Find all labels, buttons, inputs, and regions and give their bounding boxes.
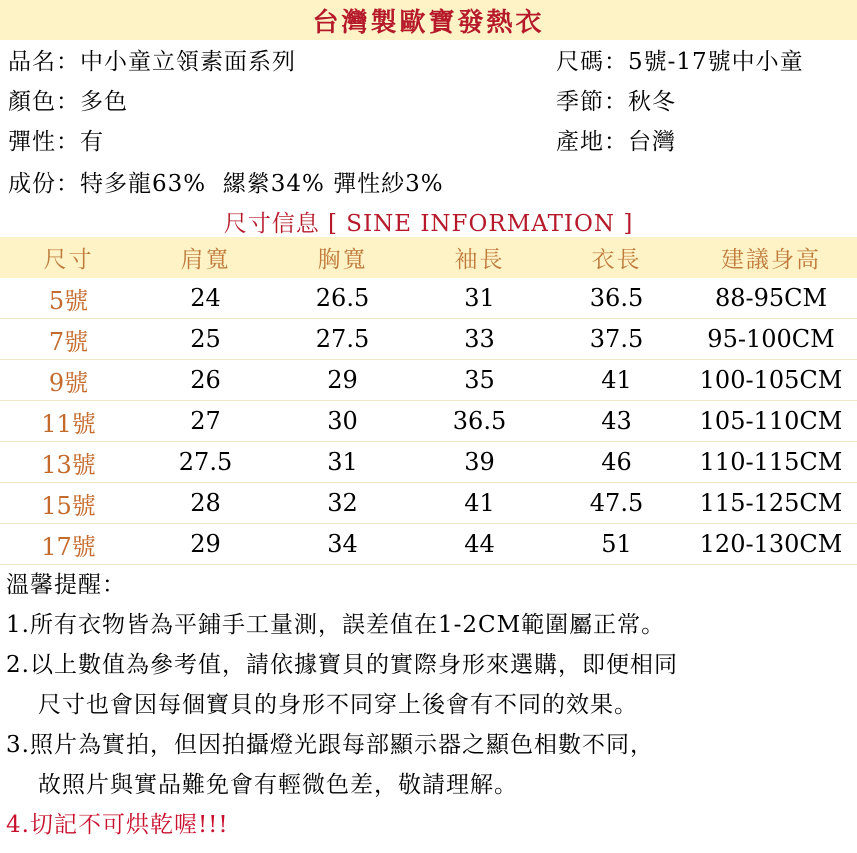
note-2-cont: 尺寸也會因每個寶貝的身形不同穿上後會有不同的效果。 xyxy=(38,692,638,718)
note-4-warning: 4.切記不可烘乾喔!!! xyxy=(6,812,229,838)
cell-size: 5號 xyxy=(48,286,89,315)
header-height: 建議身高 xyxy=(721,247,821,273)
notes-section xyxy=(0,565,857,845)
cell-chest: 27.5 xyxy=(315,325,370,353)
cell-length: 36.5 xyxy=(589,284,644,312)
table-row xyxy=(0,401,857,442)
cell-size: 9號 xyxy=(48,368,89,397)
product-composition: 成份：特多龍63% 縲縈34% 彈性紗3% xyxy=(8,171,444,197)
cell-shoulder: 26 xyxy=(190,366,221,394)
header-size: 尺寸 xyxy=(43,247,94,273)
cell-length: 51 xyxy=(601,530,632,558)
product-elastic: 彈性：有 xyxy=(8,129,104,155)
note-3-cont: 故照片與實品難免會有輕微色差，敬請理解。 xyxy=(38,772,518,798)
product-size-range: 尺碼：5號-17號中小童 xyxy=(556,49,804,75)
cell-chest: 30 xyxy=(327,407,358,435)
table-header xyxy=(0,237,857,278)
cell-shoulder: 25 xyxy=(190,325,221,353)
size-info-heading xyxy=(0,205,857,237)
cell-height: 110-115CM xyxy=(699,448,843,476)
cell-length: 37.5 xyxy=(589,325,644,353)
cell-height: 88-95CM xyxy=(714,284,828,312)
note-3: 3.照片為實拍，但因拍攝燈光跟每部顯示器之顯色相數不同， xyxy=(6,732,654,758)
table-row xyxy=(0,483,857,524)
cell-sleeve: 41 xyxy=(464,489,495,517)
notes-heading: 溫馨提醒： xyxy=(6,572,126,598)
page-title: 台灣製歐寶發熱衣 xyxy=(312,7,545,38)
table-row xyxy=(0,319,857,360)
table-row xyxy=(0,360,857,401)
product-origin: 產地：台灣 xyxy=(556,129,676,155)
header-length: 衣長 xyxy=(591,247,642,273)
product-color: 顏色：多色 xyxy=(8,89,128,115)
size-info-title: 尺寸信息 [ SINE INFORMATION ] xyxy=(223,210,634,237)
table-row xyxy=(0,524,857,565)
cell-sleeve: 35 xyxy=(464,366,495,394)
cell-chest: 31 xyxy=(327,448,358,476)
header-sleeve: 袖長 xyxy=(454,247,505,273)
title-bar xyxy=(0,0,857,40)
cell-chest: 34 xyxy=(327,530,358,558)
cell-chest: 32 xyxy=(327,489,358,517)
cell-size: 7號 xyxy=(48,327,89,356)
cell-size: 15號 xyxy=(41,491,96,520)
cell-sleeve: 44 xyxy=(464,530,495,558)
cell-sleeve: 39 xyxy=(464,448,495,476)
cell-height: 95-100CM xyxy=(707,325,835,353)
cell-length: 46 xyxy=(601,448,632,476)
cell-shoulder: 29 xyxy=(190,530,221,558)
cell-shoulder: 28 xyxy=(190,489,221,517)
cell-length: 41 xyxy=(601,366,632,394)
cell-shoulder: 27.5 xyxy=(178,448,233,476)
table-row xyxy=(0,442,857,483)
cell-size: 13號 xyxy=(41,450,96,479)
product-info xyxy=(0,40,857,205)
header-shoulder: 肩寬 xyxy=(180,247,231,273)
cell-size: 11號 xyxy=(41,409,96,438)
note-1: 1.所有衣物皆為平鋪手工量測，誤差值在1-2CM範圍屬正常。 xyxy=(6,612,666,638)
cell-chest: 29 xyxy=(327,366,358,394)
cell-sleeve: 36.5 xyxy=(452,407,507,435)
cell-chest: 26.5 xyxy=(315,284,370,312)
note-2: 2.以上數值為參考值，請依據寶貝的實際身形來選購，即便相同 xyxy=(6,652,678,678)
cell-shoulder: 24 xyxy=(190,284,221,312)
cell-shoulder: 27 xyxy=(190,407,221,435)
cell-height: 120-130CM xyxy=(699,530,843,558)
cell-height: 115-125CM xyxy=(699,489,843,517)
cell-length: 43 xyxy=(601,407,632,435)
table-row xyxy=(0,278,857,319)
cell-length: 47.5 xyxy=(589,489,644,517)
cell-sleeve: 33 xyxy=(464,325,495,353)
cell-size: 17號 xyxy=(41,532,96,561)
cell-sleeve: 31 xyxy=(464,284,495,312)
header-chest: 胸寬 xyxy=(317,247,368,273)
cell-height: 105-110CM xyxy=(699,407,843,435)
product-name: 品名：中小童立領素面系列 xyxy=(8,49,296,75)
product-season: 季節：秋冬 xyxy=(556,89,676,115)
cell-height: 100-105CM xyxy=(699,366,843,394)
